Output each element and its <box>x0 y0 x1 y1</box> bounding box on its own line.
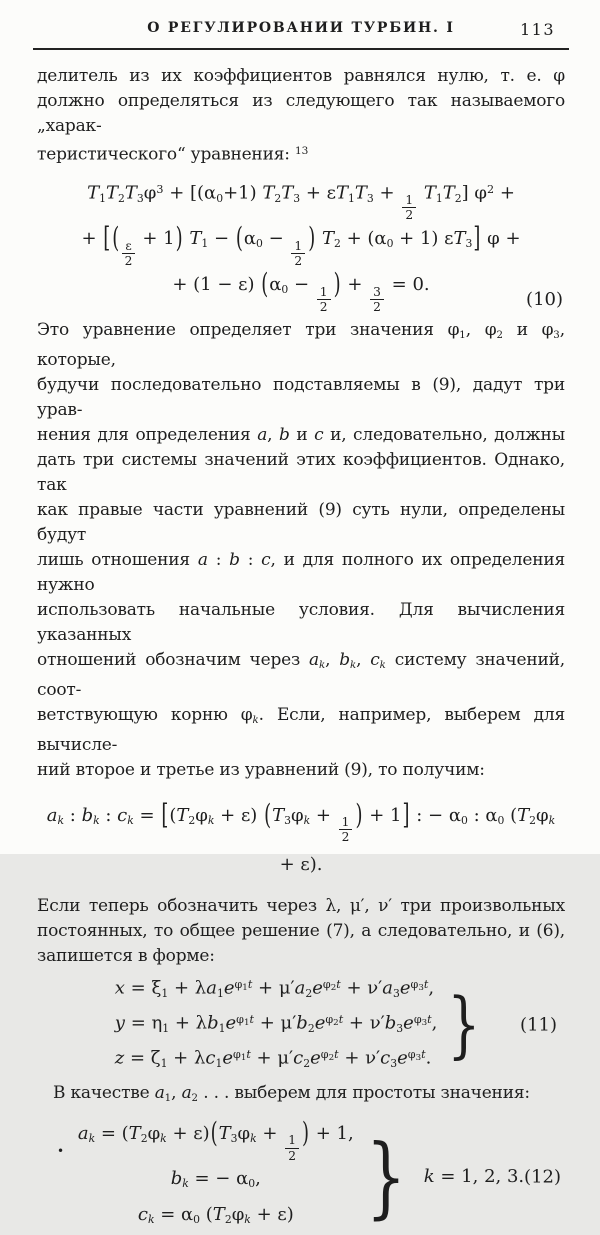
text-line: делитель из их коэффициентов равнялся нулю, т. е. φ <box>37 66 565 86</box>
text-line: $c_k = \alpha_0$ $(T_2\varphi_k + \varepsilon)$ <box>137 1203 294 1227</box>
page-number: 113 <box>519 20 555 39</box>
text-line: использовать начальные условия. Для вычисления указанных <box>37 599 565 645</box>
equation-11-system <box>37 972 565 1076</box>
equation-ratios: $a_k$ : $b_k$ : $c_k = [(T_2\varphi_k + \varepsilon) (T_3\varphi_k$ + $\frac{1}{2}$ ) + 1] : − $\alpha_0$ : $\alpha_0$ $(T_2\varphi_k + \varepsilon)$. <box>46 798 556 876</box>
text-line: нения для определения a, b и c и, следовательно, должны <box>37 424 565 445</box>
equation-12-system <box>37 1118 565 1235</box>
text-line: $z = \zeta_1 + \lambda c_1e^{\varphi_1t} + \mu'c_2e^{\varphi_2t} + \nu'c_3e^{\varphi_3t}$. <box>114 1047 432 1070</box>
text-line: дать три системы значений этих коэффициентов. Однако, так <box>37 449 565 495</box>
text-line: запишется в форме: <box>37 946 215 967</box>
text-line: ветствующую корню $\varphi_k$. Если, например, выберем для вычисле- <box>37 704 565 755</box>
paragraph-continuation <box>37 64 565 167</box>
text-line: + (1 − ε) ($\alpha_0$ − $\frac{1}{2}$ ) + $\frac{3}{2}$ = 0. <box>172 268 430 314</box>
equation-12-index-label: k = 1, 2, 3. <box>423 1166 525 1188</box>
text-line: отношений обозначим через $a_k$, $b_k$, $c_k$ систему значений, соот- <box>37 649 565 700</box>
equation-11 <box>37 972 565 1076</box>
text-line: Если теперь обозначить через λ, μ′, ν′ три произвольных <box>37 896 565 917</box>
text-line: $y = \eta_1 + \lambda b_1e^{\varphi_1t} + \mu'b_2e^{\varphi_2t} + \nu'b_3e^{\varphi_3t}$, <box>114 1012 438 1036</box>
text-line: теристического“ уравнения: $^{13}$ <box>37 144 309 165</box>
page-header <box>37 20 565 42</box>
text-line: $T_1T_2T_3\varphi^3 + [(\alpha_0+1) T_2T_3 + \varepsilon T_1T_3$ + $\frac{1}{2}$ $T_1T_2$] $\varphi^2$ + <box>87 182 515 223</box>
equation-10-number: (10) <box>526 288 563 310</box>
text-line: $a_k = (T_2\varphi_k + \varepsilon)(T_3\varphi_k$ + $\frac{1}{2}$ ) + 1, <box>77 1117 354 1163</box>
text-line: должно определяться из следующего так называемого „харак- <box>37 91 565 136</box>
equation-12-number: (12) <box>524 1166 561 1188</box>
text-line: как правые части уравнений (9) суть нули, определены будут <box>37 499 565 545</box>
equation-12 <box>37 1118 565 1235</box>
paragraph-discussion <box>37 318 565 783</box>
equation-10-lines <box>37 173 565 313</box>
text-line: постоянных, то общее решение (7), а следовательно, и (6), <box>37 921 565 942</box>
equation-11-lines <box>115 972 438 1076</box>
text-line: $x = \xi_1 + \lambda a_1e^{\varphi_1t} + \mu'a_2e^{\varphi_2t} + \nu'a_3e^{\varphi_3t}$, <box>114 978 435 1001</box>
text-line: + [ ( $\frac{\varepsilon}{2}$ + 1) $T_1 - (\alpha_0$ − $\frac{1}{2}$ ) $T_2 + (\alpha_0 + 1)$ $\varepsilon T_3$] φ + <box>81 222 521 269</box>
text-line: Это уравнение определяет три значения $\varphi_1$, $\varphi_2$ и $\varphi_3$, которые, <box>37 319 565 370</box>
text-line: лишь отношения a : b : c, и для полного их определения нужно <box>37 549 566 595</box>
paragraph-constants <box>37 894 565 969</box>
system-brace: } <box>365 1124 406 1228</box>
text-line: ний второе и третье из уравнений (9), то получим: <box>37 759 485 780</box>
equation-11-number: (11) <box>520 1014 557 1036</box>
header-rule <box>33 48 569 50</box>
text-line: $b_k$ = − $\alpha_0$, <box>170 1167 261 1190</box>
paragraph-choice <box>37 1081 565 1111</box>
equation-10 <box>37 173 565 313</box>
equation-12-lines <box>78 1118 354 1235</box>
stray-ink-dot: • <box>57 1143 65 1158</box>
text-line: В качестве $a_1$, $a_2$ . . . выберем для простоты значения: <box>53 1082 530 1104</box>
running-header-title: О РЕГУЛИРОВАНИИ ТУРБИН. I <box>147 20 455 36</box>
text-line: будучи последовательно подставляемы в (9), дадут три урав- <box>37 374 565 420</box>
system-brace: } <box>447 982 481 1067</box>
